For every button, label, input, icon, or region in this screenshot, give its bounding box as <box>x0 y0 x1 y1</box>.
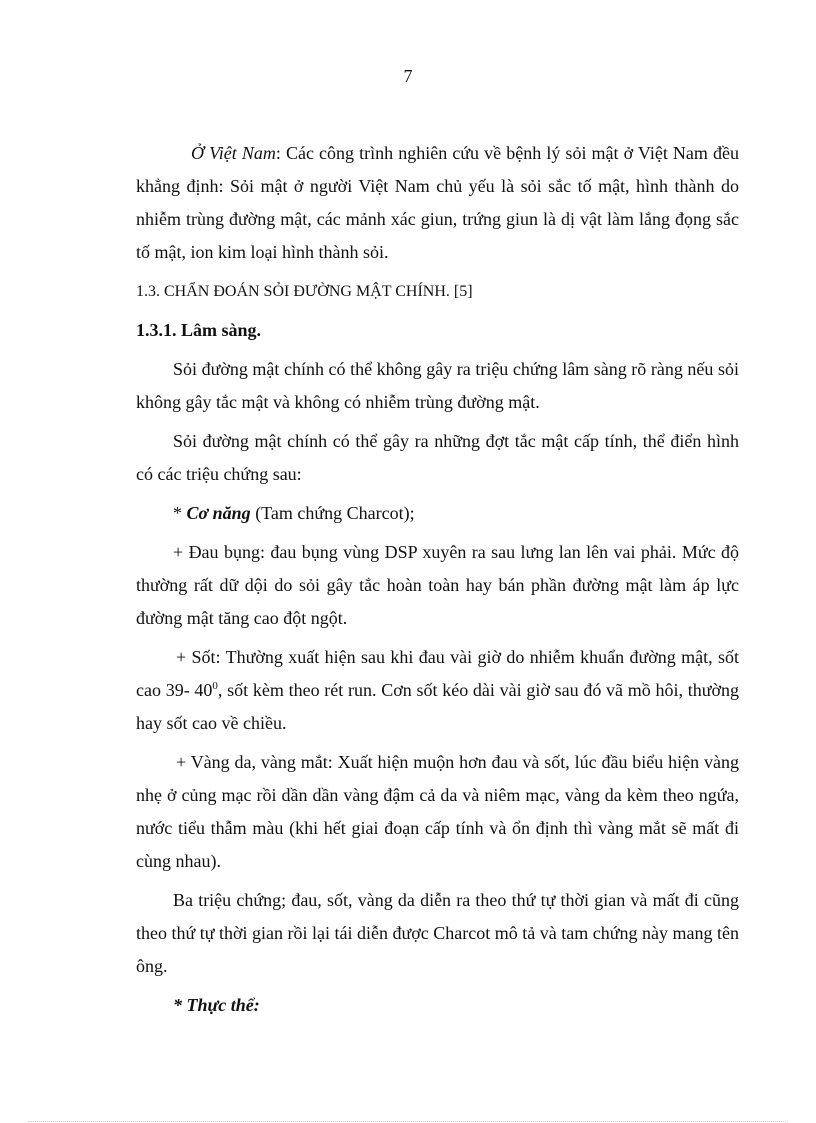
paragraph-jaundice: + Vàng da, vàng mắt: Xuất hiện muộn hơn đau và sốt, lúc đầu biểu hiện vàng nhẹ ở củng mạc rồi dần dần vàng đậm cả da và niêm mạc, vàng da kèm theo ngứa, nước tiểu thẫm màu (khi hết giai đoạn cấp tính và ổn định thì vàng mắt sẽ mất đi cùng nhau). <box>136 752 739 871</box>
paragraph-charcot: Ba triệu chứng; đau, sốt, vàng da diễn ra theo thứ tự thời gian và mất đi cũng theo thứ tự thời gian rồi lại tái diễn được Charcot mô tả và tam chứng này mang tên ông. <box>136 890 739 976</box>
paragraph-acute: Sỏi đường mật chính có thể gây ra những đợt tắc mật cấp tính, thể điển hình có các triệu chứng sau: <box>136 431 739 484</box>
section-heading-1-3-1: 1.3.1. Lâm sàng. <box>136 320 262 340</box>
fever-degree-sup: 0 <box>212 680 218 692</box>
page-bottom-rule <box>28 1121 788 1122</box>
paragraph-no-symptoms: Sỏi đường mật chính có thể không gây ra triệu chứng lâm sàng rõ ràng nếu sỏi không gây tắc mật và không có nhiễm trùng đường mật. <box>136 359 739 412</box>
functional-rest: (Tam chứng Charcot); <box>250 503 415 523</box>
page-number: 7 <box>403 66 413 86</box>
section-heading-1-3: 1.3. CHẨN ĐOÁN SỎI ĐƯỜNG MẬT CHÍNH. [5] <box>136 283 473 300</box>
paragraph-pain: + Đau bụng: đau bụng vùng DSP xuyên ra sau lưng lan lên vai phải. Mức độ thường rất dữ dội do sỏi gây tắc hoàn toàn hay bán phần đường mật làm áp lực đường mật tăng cao đột ngột. <box>136 542 739 628</box>
paragraph-vietnam <box>136 137 739 269</box>
paragraph-vietnam-lead: Ở Việt Nam <box>191 143 276 163</box>
paragraph-functional-heading <box>136 497 739 530</box>
paragraph-vietnam-text: : Các công trình nghiên cứu về bệnh lý sỏi mật ở Việt Nam đều khẳng định: Sỏi mật ở người Việt Nam chủ yếu là sỏi sắc tố mật, hình thành do nhiễm trùng đường mật, các mảnh xác giun, trứng giun là dị vật làm lắng đọng sắc tố mật, ion kim loại hình thành sỏi. <box>136 143 740 262</box>
functional-term: Cơ năng <box>186 503 251 523</box>
fever-text-b: , sốt kèm theo rét run. Cơn sốt kéo dài vài giờ sau đó vã mồ hôi, thường hay sốt cao về chiều. <box>136 680 739 733</box>
bullet-star: * <box>173 503 187 523</box>
document-body <box>136 137 739 1028</box>
paragraph-fever <box>136 641 739 740</box>
fever-text-a: + Sốt: Thường xuất hiện sau khi đau vài giờ do nhiễm khuẩn đường mật, sốt cao 39- 40 <box>136 647 739 700</box>
paragraph-physical-heading: * Thực thể: <box>173 995 260 1015</box>
